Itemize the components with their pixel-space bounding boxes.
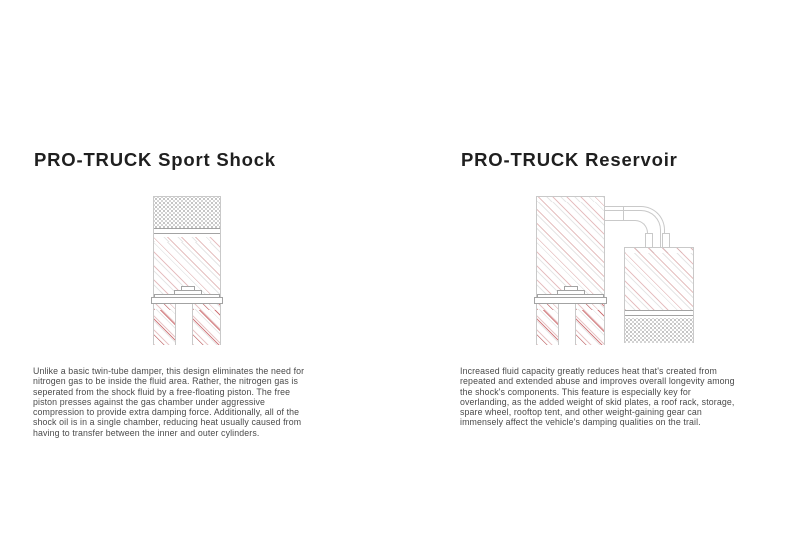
text-line: nitrogen gas to be inside the fluid area. Rather, the nitrogen gas is	[33, 376, 299, 387]
sport-shock-description	[33, 366, 304, 438]
text-line: immensely affect the vehicle's damping qualities on the trail.	[460, 417, 701, 428]
reservoir-canister	[624, 247, 694, 343]
piston-rod	[558, 304, 576, 345]
reservoir-title: PRO-TRUCK Reservoir	[461, 149, 678, 170]
oil-chamber	[537, 197, 604, 295]
reservoir-shock-body	[536, 196, 605, 345]
lower-chamber-right	[193, 304, 220, 345]
sport-shock-diagram	[153, 196, 221, 345]
lower-chamber-left	[154, 304, 175, 345]
text-line: spare wheel, rooftop tent, and other weight-gaining gear can	[460, 407, 702, 418]
text-line: overlanding, as the added weight of skid plates, a roof rack, storage,	[460, 396, 735, 407]
text-line: shock oil is in a single chamber, reducing heat usually caused from	[33, 417, 302, 428]
gas-chamber	[154, 197, 220, 228]
piston-plate-wide	[151, 297, 223, 304]
text-line: piston presses against the gas chamber under aggressive	[33, 396, 266, 407]
text-line: repeated and extended abuse and improves overall longevity among	[460, 376, 735, 387]
text-line: seperated from the shock fluid by a free-floating piston. The free	[33, 386, 291, 397]
text-line: Unlike a basic twin-tube damper, this design eliminates the need for	[33, 366, 305, 376]
reservoir-description	[460, 366, 735, 428]
text-line: compression to provide extra damping force. Additionally, all of the	[33, 407, 300, 418]
text-line: having to transfer between the inner and outer cylinders.	[33, 427, 260, 438]
hose-stub-right	[662, 233, 670, 248]
piston-rod	[175, 304, 193, 345]
text-line: Increased fluid capacity greatly reduces heat that's created from	[460, 366, 717, 376]
reservoir-gas-chamber	[625, 318, 693, 343]
hose-inner-wall	[605, 220, 648, 248]
reservoir-floating-piston	[625, 310, 693, 316]
sport-shock-title: PRO-TRUCK Sport Shock	[34, 149, 276, 170]
text-line: the shock's components. This feature is especially key for	[460, 386, 691, 397]
hose-stub-left	[645, 233, 653, 248]
lower-chamber-right	[576, 304, 604, 345]
free-floating-piston	[154, 228, 220, 234]
reservoir-oil-chamber	[625, 248, 693, 310]
lower-chamber-left	[537, 304, 558, 345]
piston-plate-wide	[534, 297, 607, 304]
hose-fitting	[623, 206, 624, 221]
